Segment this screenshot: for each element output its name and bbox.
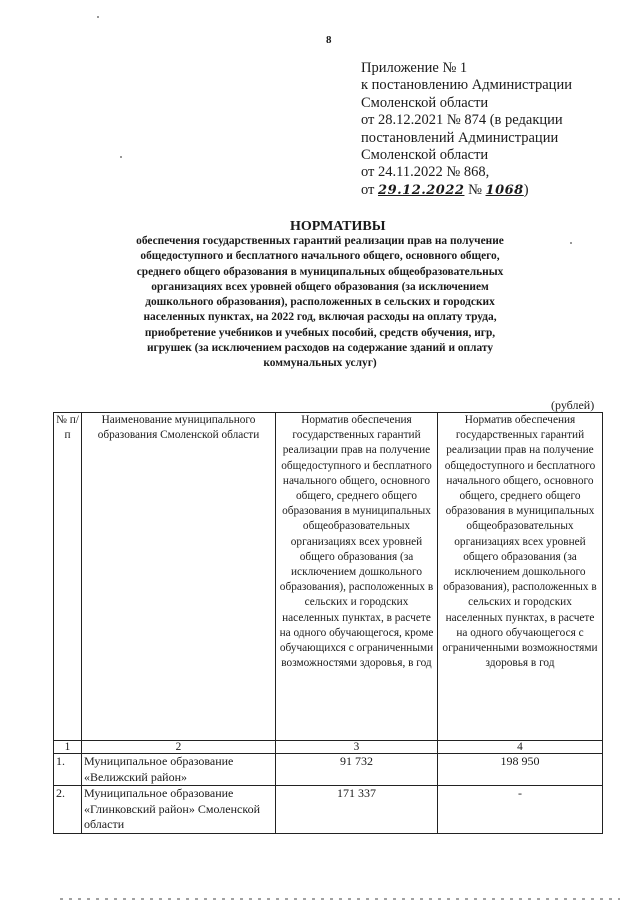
header-norm-disabled: Норматив обеспечения государственных гарантий реализации прав на получение общедоступного и бесплатного начального общего, основного общего, среднего общего образования в муниципальных общеобразовательных организациях всех уровней общего образования (за исключением дошкольного образования), расположенных в сельских и городских населенных пунктах, в расчете на одного обучающегося с ограниченными возможностями здоровья в год [438,413,603,741]
page-number: 8 [326,34,332,46]
norms-table [53,412,603,834]
row-norm-disabled: 198 950 [438,754,603,786]
header-norm-general: Норматив обеспечения государственных гарантий реализации прав на получение общедоступного и бесплатного начального общего, основного общего, среднего общего образования в муниципальных общеобразовательных организациях всех уровней общего образования (за исключением дошкольного образования), расположенных в сельских и городских населенных пунктах, в расчете на одного обучающегося, кроме обучающихся с ограниченными возможностями здоровья, в год [276,413,438,741]
column-number: 3 [276,741,438,754]
handwritten-date: 29.12.2022 [378,182,465,198]
scan-artifact-line [60,898,620,900]
appendix-line: к постановлению Администрации [361,77,572,94]
row-number: 2. [54,786,82,834]
closing-paren: ) [523,181,529,198]
header-municipality: Наименование муниципального образования Смоленской области [82,413,276,741]
header-number: № п/п [54,413,82,741]
appendix-line: Смоленской области [361,94,489,111]
column-numbers-row [54,741,603,754]
appendix-line: Приложение № 1 [361,60,468,76]
appendix-line: от 28.12.2021 № 874 (в редакции [361,112,563,129]
scan-speck [570,242,572,244]
appendix-line: Смоленской области [361,147,489,164]
number-label: № [468,181,482,198]
scan-speck [120,156,122,158]
row-number: 1. [54,754,82,786]
appendix-block [361,60,631,199]
document-subtitle: обеспечения государственных гарантий реализации прав на получение общедоступного и бесплатного начального общего, основного общего, среднего общего образования в муниципальных общеобразовательных организациях всех уровней общего образования (за исключением дошкольного образования), расположенных в сельских и городских населенных пунктах, на 2022 год, включая расходы на оплату труда, приобретение учебников и учебных пособий, средств обучения, игр, игрушек (за исключением расходов на содержание зданий и оплату коммунальных услуг) [136,235,504,370]
appendix-prefix: от [361,181,375,198]
document-title: НОРМАТИВЫ [290,219,386,234]
column-number: 4 [438,741,603,754]
column-number: 2 [82,741,276,754]
table-row [54,754,603,786]
table-row [54,786,603,834]
column-number: 1 [54,741,82,754]
row-norm-general: 91 732 [276,754,438,786]
scan-speck [97,16,99,18]
row-norm-general: 171 337 [276,786,438,834]
row-municipality: Муниципальное образование «Глинковский район» Смоленской области [82,786,276,834]
appendix-last-line [361,182,631,199]
appendix-line: постановлений Администрации [361,129,559,146]
row-municipality: Муниципальное образование «Велижский район» [82,754,276,786]
appendix-line: от 24.11.2022 № 868, [361,164,490,181]
handwritten-number: 1068 [485,182,524,198]
unit-label: (рублей) [551,398,595,412]
row-norm-disabled: - [438,786,603,834]
table-header-row [54,413,603,741]
